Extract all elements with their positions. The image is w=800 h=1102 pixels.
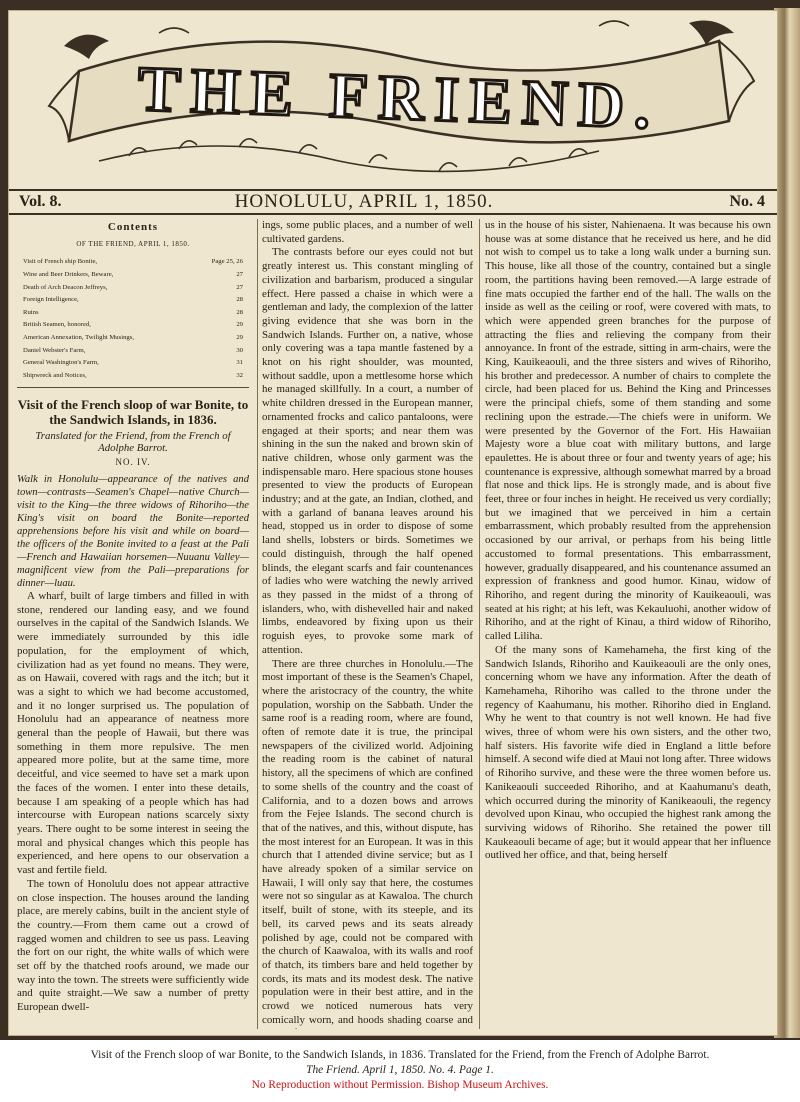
contents-item-page: 31 [236, 359, 243, 367]
article-synopsis: Walk in Honolulu—appearance of the natives and town—contrasts—Seamen's Chapel—native Church—visit to the King—the three widows of Rihoriho—the King's visit on board the Bonite—reported apprehensions before his visit and while on board—the officers of the Bonite invited to a feast at the Pali—French and Hawaiian horsemen—Nuuanu Valley—magnificent view from the Pali—preparations for dinner—luau. [17, 474, 249, 590]
contents-item [17, 332, 249, 345]
article-translation-note: Translated for the Friend, from the French of Adolphe Barrot. [35, 430, 231, 455]
contents-item-page: 27 [236, 271, 243, 278]
contents-item [17, 282, 249, 295]
contents-subheading: OF THE FRIEND, APRIL 1, 1850. [76, 239, 190, 248]
divider [17, 387, 249, 388]
article-paragraph: There are three churches in Honolulu.—The most important of these is the Seamen's Chapel, where the aristocracy of the country, the white population, worship on the Sabbath. Under the same roof is a reading room, where are found, often of remote date it is true, the principal newspapers of the civilized world. Adjoining the reading room is the cabinet of natural history, all the specimens of which are confined to some shells of the country and the coast of California, and to a dozen bows and arrows from the Fejee Islands. The second church is that of the natives, and this, without dispute, has the most interest for an European. It was in this church that I attended divine service; but as I have already spoken of a similar service on Hawaii, I will only say that here, the costumes were not so singular as at Kawaloa. The church itself, built of stone, with its steeple, and its bell, its carved pews and its seats already polished by age, could not be compared with the church of Kaawaloa, with its walls and roof of thatch, its timbers bare and held together by cords, its mats and its modest desk. The native population were in their best attire, and in the crowd we noticed numerous hats very comically worn, and hoods shading coarse and [262, 657, 473, 1026]
contents-item-label: Daniel Webster's Farm, [23, 346, 86, 354]
contents-item-label: Foreign Intelligence, [23, 296, 79, 304]
contents-item-page: 30 [236, 346, 243, 354]
issue-number: No. 4 [729, 193, 765, 210]
place-and-date: HONOLULU, APRIL 1, 1850. [234, 191, 494, 212]
article-paragraph: Of the many sons of Kamehameha, the first king of the Sandwich Islands, Rihoriho and Kauikeaouli are the only ones, concerning whom we have any information. After the death of Kamehameha, Rihoriho was called to the throne under the regency of Kaahumanu, his mother. Rihoriho died in England. Why he went to that country is not well known. He had five wives, three of whom were his own sisters, and the other two, half sisters. His favorite wife died in England a little before himself. A second wife died at Maui not long after. Three widows of Rihoriho survive, and these were the three women before us. Kanikeaouli succeeded Rihoriho, and at Kaahumanu's death, which occurred during the minority of Kanikeaouli, the regency devolved upon Kinau, who occupied the highest rank among the surviving widows of Rihoriho. She retained the power till Kaukeaouli became of age; but it would appear that her influence outlived her office, and that, being herself [485, 643, 771, 862]
contents-item [17, 256, 249, 269]
contents-item-label: Wine and Beer Drinkers, Beware, [23, 271, 114, 278]
contents-item-page: 32 [236, 371, 243, 379]
contents-item [17, 357, 249, 370]
newspaper-page [8, 10, 778, 1036]
article-number: NO. IV. [115, 457, 151, 468]
contents-item [17, 370, 249, 383]
contents-item-page: 29 [236, 321, 243, 329]
article-paragraph: The contrasts before our eyes could not but greatly interest us. This constant mingling of civilization and barbarism, produced a singular effect. Here passed a chaise in which were a gentleman and lady, the complexion of the latter giving evidence that she was born in the Sandwich Islands. Further on, a native, whose only covering was a tapa mantle fastened by a knot on his right shoulder, was mounted, without saddle, upon a mettlesome horse which he managed skillfully. In a court, a number of white children dressed in the European manner, ornamented frocks and calico pantaloons, were engaged at their sports; and near them was shining in the sun the naked and brown skin of native children, whose only garment was the indispensable maro. Here spacious stone houses presented to view the products of European industry; and at the gate, an Indian, clothed, and with a garland of banana leaves around his head, stopped us in order to dispose of some land shells, lobsters or birds. Sometimes we could distinguish, through the half opened blinds, the elegant scarfs and fair countenances of ladies who were watching the newly arrived as they passed in the midst of a throng of islanders, who, with dishevelled hair and naked limbs, endeavored by fixing upon us their roguish eyes, to provoke some mark of attention. [262, 246, 473, 656]
column-2 [257, 219, 473, 1029]
contents-item-page: 27 [236, 283, 243, 291]
caption-title-line: Visit of the French sloop of war Bonite, to the Sandwich Islands, in 1836. Translated for the Friend, from the French of Adolphe Barrot. [90, 1049, 710, 1061]
bird-left-icon [64, 35, 109, 59]
article-paragraph: The town of Honolulu does not appear attractive on close inspection. The houses around the landing place, are merely cabins, built in the ancient style of the country.—From them came out a crowd of ragged women and children to see us pass. Leaving the fort on our right, the white walls of which were set off by the thatched roofs around, we made our way into the town. The streets were sufficiently wide and quite straight.—We saw a number of pretty European dwell- [17, 877, 249, 1014]
contents-item-page: 29 [236, 333, 243, 341]
bird-right-icon [689, 21, 734, 45]
masthead-title: THE FRIEND. [136, 52, 662, 143]
contents-item-label: Shipwreck and Notices, [23, 371, 87, 379]
contents-item-label: American Annexation, Twilight Musings, [23, 333, 135, 341]
article-paragraph: A wharf, built of large timbers and filled in with stone, rendered our landing easy, and we found ourselves in the capital of the Sandwich Islands. We were immediately surrounded by this idle population, for the employment of which, civilization had as yet found no means. They were, as on Hawaii, covered with rags and the itch; but it was a sight to which we had become accustomed, and it no longer surprised us. The population of Honolulu had an appearance of neatness more general than the people of Hawaii, but there was something in them more repulsive. The men appeared more polite, but at the same time, more deceitful, and vice seemed to have set a mark upon the faces of the women. I enter into these details, because I am speaking of a people which has had intercourse with European nations scarcely sixty years. There ought to be some interest in seeing the moral and physical changes which this people has experienced, and here opens to our observation a vast and fertile field. [17, 590, 249, 877]
column-3 [479, 219, 771, 1029]
masthead [39, 11, 759, 186]
contents-heading: Contents [107, 221, 159, 233]
contents-item-page: Page 25, 26 [211, 258, 243, 266]
contents-item [17, 294, 249, 307]
archive-caption [0, 1048, 800, 1093]
volume-number: Vol. 8. [19, 193, 62, 210]
contents-item-label: Ruins [23, 308, 39, 316]
contents-item-page: 28 [236, 296, 243, 304]
contents-item-page: 28 [236, 308, 243, 316]
contents-item [17, 319, 249, 332]
contents-item-label: General Washington's Farm, [23, 359, 99, 367]
caption-copyright-notice: No Reproduction without Permission. Bishop Museum Archives. [251, 1079, 549, 1091]
contents-list [17, 256, 249, 382]
article-paragraph: us in the house of his sister, Nahienaena. It was because his own house was at some distance that he received us here, and he did not wish to compel us to take a long walk under a burning sun. This house, like all those of the country, contained but a single room, the partitions having been removed.—A large estrade of fine mats occupied the farther end of the hall. The walls on the inside as well as the ceiling or roof, were covered with mats, to which were appended green branches for the purpose of attracting the flies and relieving the company from their annoyance. In front of the estrade, sitting in arm-chairs, were the King, Kauikeaouli, and the three sisters and wives of Rihoriho, his brother and predecessor. A number of chairs to complete the circle, had been placed for us. Behind the King and Princesses were the principal chiefs, some of them standing and some reclining upon the estrade.—The chiefs were in uniform. We were presented by the Governor of the Fort. His Hawaiian Majesty wore a blue coat with military buttons, and large epaulettes. He is about three or four and twenty years of age; his countenance is expressive, although somewhat marred by a broad flat nose and thick lips. He is strongly made, and is about five feet, three or four inches in height. He received us very cordially; but we imagined that we perceived in him a certain embarrassment, which probably resulted from the apprehension occasioned by our arrival, or perhaps from his being little accustomed to formal presentations. This embarrassment, however, gradually disappeared, and his countenance assumed an expression of frankness and good humor. Kinau, widow of Rihoriho, and regent during the minority of Kauikeaouli, was seated at his right; at his left, was Kekauluohi, another widow of Rihoriho, and at the right of Kinau, a third widow of Rihoriho, called Liliha. [485, 219, 771, 643]
article-title: Visit of the French sloop of war Bonite, to the Sandwich Islands, in 1836. [17, 397, 249, 427]
masthead-banner [39, 11, 759, 186]
caption-citation-line: The Friend. April 1, 1850. No. 4. Page 1. [306, 1064, 494, 1076]
contents-item-label: British Seamen, honored, [23, 321, 91, 329]
dateline-bar [9, 189, 778, 215]
contents-item [17, 345, 249, 358]
contents-item [17, 307, 249, 320]
column-1 [17, 219, 249, 1029]
contents-item-label: Death of Arch Deacon Jeffreys, [23, 283, 108, 291]
contents-item-label: Visit of French ship Bonite, [23, 258, 98, 266]
contents-item [17, 269, 249, 282]
article-paragraph: ings, some public places, and a number of well cultivated gardens. [262, 219, 473, 245]
